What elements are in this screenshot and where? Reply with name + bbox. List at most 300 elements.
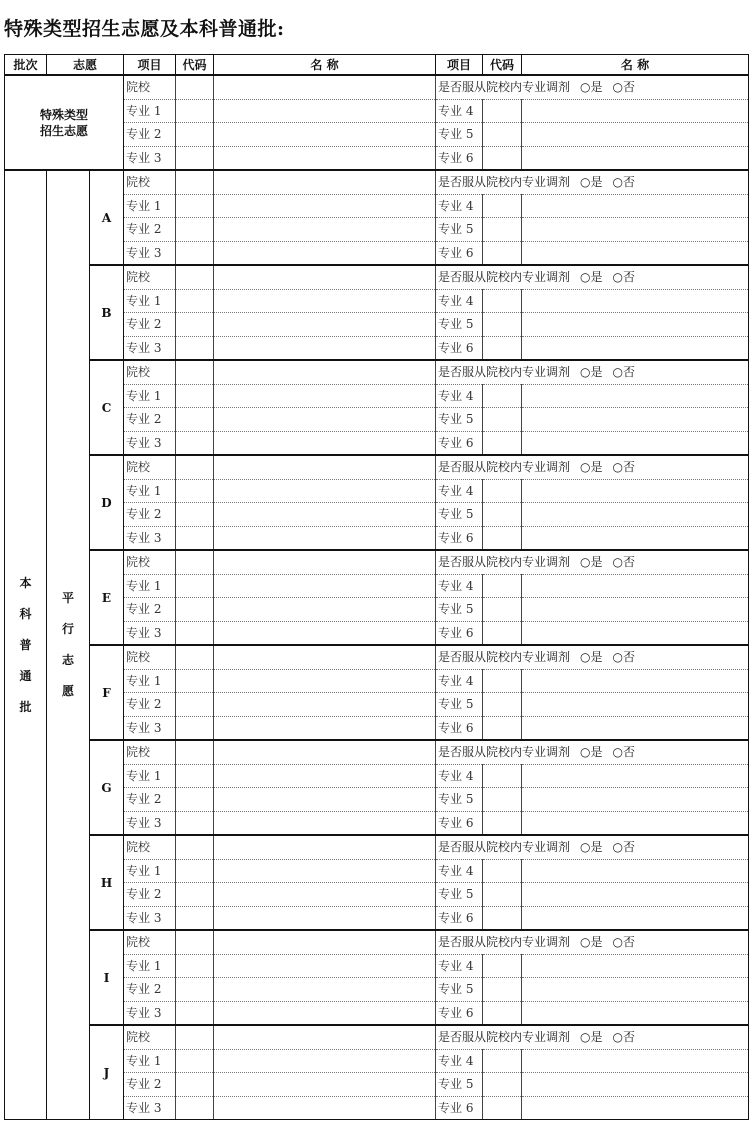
header-code: 代码	[176, 55, 214, 76]
application-form-table	[4, 54, 749, 1120]
major-label: 专业 3	[124, 621, 176, 645]
major-code-cell[interactable]	[483, 526, 522, 550]
major-label: 专业 5	[436, 788, 483, 812]
major-code-cell[interactable]	[483, 408, 522, 432]
major-code-cell[interactable]	[483, 431, 522, 455]
vertical-char: 通	[19, 668, 32, 683]
major-label: 专业 1	[124, 574, 176, 598]
adjust-question: 是否服从院校内专业调剂	[438, 650, 571, 665]
major-code-cell[interactable]	[483, 1073, 522, 1097]
major-label: 专业 5	[436, 123, 483, 147]
major-name-cell[interactable]	[214, 978, 436, 1002]
school-name-cell[interactable]	[214, 835, 436, 859]
major-label: 专业 6	[436, 336, 483, 360]
adjust-option	[436, 930, 749, 954]
major-name-cell[interactable]	[214, 621, 436, 645]
school-label: 院校	[124, 170, 176, 194]
major-code-cell[interactable]	[176, 811, 214, 835]
major-name-cell[interactable]	[522, 146, 749, 170]
major-name-cell[interactable]	[522, 384, 749, 408]
radio-no[interactable]: ○否	[612, 935, 635, 950]
major-code-cell[interactable]	[176, 883, 214, 907]
major-code-cell[interactable]	[176, 978, 214, 1002]
major-name-cell[interactable]	[522, 693, 749, 717]
group-letter: J	[90, 1025, 124, 1120]
major-name-cell[interactable]	[522, 788, 749, 812]
major-name-cell[interactable]	[522, 669, 749, 693]
major-name-cell[interactable]	[522, 954, 749, 978]
vertical-char: 行	[61, 622, 74, 636]
major-label: 专业 2	[124, 788, 176, 812]
major-name-cell[interactable]	[522, 99, 749, 123]
school-code-cell[interactable]	[176, 75, 214, 99]
major-name-cell[interactable]	[214, 194, 436, 218]
major-label: 专业 3	[124, 1001, 176, 1025]
major-code-cell[interactable]	[176, 241, 214, 265]
radio-no[interactable]: ○否	[612, 650, 635, 665]
radio-no[interactable]: ○否	[612, 460, 635, 475]
major-label: 专业 4	[436, 99, 483, 123]
major-code-cell[interactable]	[483, 123, 522, 147]
adjust-option	[436, 740, 749, 764]
major-label: 专业 3	[124, 241, 176, 265]
major-name-cell[interactable]	[522, 764, 749, 788]
radio-no[interactable]: ○否	[612, 840, 635, 855]
major-name-cell[interactable]	[214, 1096, 436, 1120]
major-label: 专业 5	[436, 218, 483, 242]
major-name-cell[interactable]	[522, 218, 749, 242]
school-label: 院校	[124, 930, 176, 954]
major-code-cell[interactable]	[483, 716, 522, 740]
group-school-row	[5, 455, 749, 479]
major-label: 专业 2	[124, 313, 176, 337]
major-name-cell[interactable]	[522, 621, 749, 645]
major-label: 专业 3	[124, 431, 176, 455]
major-label: 专业 4	[436, 764, 483, 788]
vertical-char: 志	[61, 653, 74, 667]
major-name-cell[interactable]	[522, 289, 749, 313]
major-label: 专业 3	[124, 526, 176, 550]
major-label: 专业 1	[124, 479, 176, 503]
school-name-cell[interactable]	[214, 740, 436, 764]
major-code-cell[interactable]	[483, 241, 522, 265]
major-label: 专业 6	[436, 811, 483, 835]
major-name-cell[interactable]	[522, 1001, 749, 1025]
major-name-cell[interactable]	[522, 479, 749, 503]
major-name-cell[interactable]	[214, 669, 436, 693]
major-code-cell[interactable]	[483, 669, 522, 693]
special-label-line-1: 特殊类型	[40, 107, 89, 122]
radio-no[interactable]: ○否	[612, 1030, 635, 1045]
major-label: 专业 6	[436, 526, 483, 550]
major-code-cell[interactable]	[176, 716, 214, 740]
header-batch: 批次	[5, 55, 47, 76]
major-code-cell[interactable]	[483, 336, 522, 360]
major-code-cell[interactable]	[176, 859, 214, 883]
school-name-cell[interactable]	[214, 360, 436, 384]
major-label: 专业 2	[124, 693, 176, 717]
radio-no[interactable]: ○否	[612, 80, 635, 95]
major-code-cell[interactable]	[483, 194, 522, 218]
major-code-cell[interactable]	[176, 621, 214, 645]
school-code-cell[interactable]	[176, 265, 214, 289]
major-code-cell[interactable]	[176, 503, 214, 527]
major-label: 专业 6	[436, 1001, 483, 1025]
major-name-cell[interactable]	[214, 384, 436, 408]
school-name-cell[interactable]	[214, 550, 436, 574]
major-code-cell[interactable]	[483, 954, 522, 978]
major-label: 专业 5	[436, 883, 483, 907]
major-name-cell[interactable]	[214, 906, 436, 930]
major-code-cell[interactable]	[483, 598, 522, 622]
school-label: 院校	[124, 360, 176, 384]
major-name-cell[interactable]	[214, 883, 436, 907]
group-letter: H	[90, 835, 124, 930]
major-label: 专业 4	[436, 669, 483, 693]
group-letter: D	[90, 455, 124, 550]
radio-no[interactable]: ○否	[612, 175, 635, 190]
school-name-cell[interactable]	[214, 170, 436, 194]
adjust-question: 是否服从院校内专业调剂	[438, 460, 571, 475]
major-label: 专业 1	[124, 384, 176, 408]
adjust-question: 是否服从院校内专业调剂	[438, 935, 571, 950]
major-code-cell[interactable]	[176, 574, 214, 598]
major-name-cell[interactable]	[214, 1073, 436, 1097]
header-item: 项目	[124, 55, 176, 76]
group-school-row	[5, 835, 749, 859]
major-code-cell[interactable]	[483, 1001, 522, 1025]
major-label: 专业 1	[124, 99, 176, 123]
major-code-cell[interactable]	[483, 788, 522, 812]
major-name-cell[interactable]	[522, 811, 749, 835]
major-code-cell[interactable]	[176, 431, 214, 455]
group-letter: I	[90, 930, 124, 1025]
group-school-row	[5, 360, 749, 384]
major-name-cell[interactable]	[214, 598, 436, 622]
major-name-cell[interactable]	[522, 313, 749, 337]
adjust-option	[436, 455, 749, 479]
major-name-cell[interactable]	[214, 716, 436, 740]
school-code-cell[interactable]	[176, 740, 214, 764]
group-school-row	[5, 930, 749, 954]
adjust-option	[436, 1025, 749, 1049]
school-label: 院校	[124, 1025, 176, 1049]
radio-yes[interactable]: ○是	[580, 555, 603, 570]
major-name-cell[interactable]	[214, 1001, 436, 1025]
major-label: 专业 6	[436, 1096, 483, 1120]
major-label: 专业 1	[124, 954, 176, 978]
header-name-2: 名 称	[522, 55, 749, 76]
major-name-cell[interactable]	[214, 336, 436, 360]
major-label: 专业 1	[124, 1049, 176, 1073]
school-name-cell[interactable]	[214, 930, 436, 954]
major-name-cell[interactable]	[522, 574, 749, 598]
radio-yes[interactable]: ○是	[580, 175, 603, 190]
major-label: 专业 2	[124, 598, 176, 622]
major-name-cell[interactable]	[522, 978, 749, 1002]
major-name-cell[interactable]	[214, 574, 436, 598]
major-label: 专业 5	[436, 408, 483, 432]
major-label: 专业 2	[124, 1073, 176, 1097]
major-name-cell[interactable]	[522, 408, 749, 432]
vertical-char: 批	[19, 699, 32, 714]
major-code-cell[interactable]	[176, 313, 214, 337]
school-label: 院校	[124, 835, 176, 859]
major-name-cell[interactable]	[522, 194, 749, 218]
major-label: 专业 4	[436, 479, 483, 503]
school-code-cell[interactable]	[176, 645, 214, 669]
adjust-option	[436, 360, 749, 384]
major-label: 专业 3	[124, 336, 176, 360]
radio-yes[interactable]: ○是	[580, 365, 603, 380]
major-code-cell[interactable]	[483, 811, 522, 835]
major-code-cell[interactable]	[176, 1073, 214, 1097]
major-code-cell[interactable]	[176, 336, 214, 360]
school-code-cell[interactable]	[176, 360, 214, 384]
major-name-cell[interactable]	[214, 313, 436, 337]
special-section-label	[5, 75, 124, 170]
header-item-2: 项目	[436, 55, 483, 76]
major-label: 专业 2	[124, 218, 176, 242]
header-name: 名 称	[214, 55, 436, 76]
major-name-cell[interactable]	[214, 693, 436, 717]
major-label: 专业 4	[436, 859, 483, 883]
major-code-cell[interactable]	[483, 574, 522, 598]
vertical-char: 愿	[61, 684, 74, 698]
major-name-cell[interactable]	[214, 811, 436, 835]
school-code-cell[interactable]	[176, 170, 214, 194]
major-code-cell[interactable]	[483, 764, 522, 788]
major-label: 专业 2	[124, 408, 176, 432]
major-name-cell[interactable]	[522, 431, 749, 455]
major-code-cell[interactable]	[176, 1001, 214, 1025]
major-code-cell[interactable]	[483, 503, 522, 527]
vertical-char: 普	[19, 637, 32, 652]
radio-yes[interactable]: ○是	[580, 745, 603, 760]
major-name-cell[interactable]	[214, 526, 436, 550]
header-row	[5, 55, 749, 76]
major-code-cell[interactable]	[176, 669, 214, 693]
major-name-cell[interactable]	[214, 503, 436, 527]
special-school-row	[5, 75, 749, 99]
form-body	[5, 75, 749, 1120]
major-label: 专业 6	[436, 906, 483, 930]
radio-yes[interactable]: ○是	[580, 270, 603, 285]
major-code-cell[interactable]	[483, 289, 522, 313]
major-label: 专业 2	[124, 503, 176, 527]
major-label: 专业 4	[436, 289, 483, 313]
major-code-cell[interactable]	[483, 146, 522, 170]
major-label: 专业 6	[436, 431, 483, 455]
school-name-cell[interactable]	[214, 1025, 436, 1049]
school-code-cell[interactable]	[176, 550, 214, 574]
major-label: 专业 1	[124, 289, 176, 313]
major-label: 专业 4	[436, 1049, 483, 1073]
major-label: 专业 2	[124, 123, 176, 147]
major-label: 专业 3	[124, 811, 176, 835]
major-code-cell[interactable]	[176, 479, 214, 503]
radio-yes[interactable]: ○是	[580, 1030, 603, 1045]
adjust-option	[436, 835, 749, 859]
major-name-cell[interactable]	[214, 859, 436, 883]
school-code-cell[interactable]	[176, 1025, 214, 1049]
vertical-char: 科	[19, 606, 32, 621]
page-title: 特殊类型招生志愿及本科普通批:	[4, 18, 285, 40]
major-name-cell[interactable]	[522, 1073, 749, 1097]
major-label: 专业 3	[124, 716, 176, 740]
major-name-cell[interactable]	[214, 289, 436, 313]
group-letter: A	[90, 170, 124, 265]
major-name-cell[interactable]	[522, 598, 749, 622]
radio-no[interactable]: ○否	[612, 745, 635, 760]
adjust-question: 是否服从院校内专业调剂	[438, 270, 571, 285]
special-label-line-2: 招生志愿	[40, 123, 89, 138]
major-code-cell[interactable]	[483, 693, 522, 717]
group-letter: B	[90, 265, 124, 360]
group-letter: E	[90, 550, 124, 645]
major-name-cell[interactable]	[214, 218, 436, 242]
major-name-cell[interactable]	[522, 883, 749, 907]
major-code-cell[interactable]	[176, 289, 214, 313]
major-name-cell[interactable]	[522, 336, 749, 360]
group-school-row	[5, 1025, 749, 1049]
major-name-cell[interactable]	[214, 241, 436, 265]
major-label: 专业 1	[124, 669, 176, 693]
major-name-cell[interactable]	[522, 859, 749, 883]
major-label: 专业 5	[436, 1073, 483, 1097]
school-name-cell[interactable]	[214, 645, 436, 669]
major-label: 专业 3	[124, 146, 176, 170]
school-name-cell[interactable]	[214, 75, 436, 99]
school-label: 院校	[124, 265, 176, 289]
major-code-cell[interactable]	[483, 1096, 522, 1120]
major-code-cell[interactable]	[176, 123, 214, 147]
radio-yes[interactable]: ○是	[580, 460, 603, 475]
major-name-cell[interactable]	[214, 408, 436, 432]
major-code-cell[interactable]	[483, 1049, 522, 1073]
major-label: 专业 4	[436, 384, 483, 408]
major-code-cell[interactable]	[176, 146, 214, 170]
major-label: 专业 2	[124, 978, 176, 1002]
major-name-cell[interactable]	[522, 906, 749, 930]
major-label: 专业 5	[436, 978, 483, 1002]
school-label: 院校	[124, 550, 176, 574]
major-code-cell[interactable]	[176, 384, 214, 408]
adjust-question: 是否服从院校内专业调剂	[438, 80, 571, 95]
major-code-cell[interactable]	[483, 621, 522, 645]
group-school-row	[5, 170, 749, 194]
school-name-cell[interactable]	[214, 455, 436, 479]
radio-yes[interactable]: ○是	[580, 650, 603, 665]
major-code-cell[interactable]	[176, 788, 214, 812]
vertical-char: 本	[19, 575, 32, 590]
major-code-cell[interactable]	[176, 693, 214, 717]
adjust-question: 是否服从院校内专业调剂	[438, 555, 571, 570]
major-name-cell[interactable]	[522, 123, 749, 147]
major-code-cell[interactable]	[176, 218, 214, 242]
major-code-cell[interactable]	[483, 978, 522, 1002]
major-name-cell[interactable]	[214, 954, 436, 978]
major-name-cell[interactable]	[214, 788, 436, 812]
major-label: 专业 1	[124, 859, 176, 883]
major-code-cell[interactable]	[176, 906, 214, 930]
radio-yes[interactable]: ○是	[580, 80, 603, 95]
major-name-cell[interactable]	[522, 1049, 749, 1073]
parallel-wish-label	[47, 170, 90, 1120]
major-label: 专业 6	[436, 621, 483, 645]
major-name-cell[interactable]	[214, 123, 436, 147]
adjust-question: 是否服从院校内专业调剂	[438, 365, 571, 380]
major-name-cell[interactable]	[214, 146, 436, 170]
major-name-cell[interactable]	[214, 99, 436, 123]
group-letter: C	[90, 360, 124, 455]
vertical-char: 平	[61, 591, 74, 605]
major-code-cell[interactable]	[483, 99, 522, 123]
header-wish: 志愿	[47, 55, 124, 76]
major-code-cell[interactable]	[483, 883, 522, 907]
major-label: 专业 2	[124, 883, 176, 907]
major-code-cell[interactable]	[176, 598, 214, 622]
school-code-cell[interactable]	[176, 835, 214, 859]
group-school-row	[5, 645, 749, 669]
major-code-cell[interactable]	[176, 99, 214, 123]
school-label: 院校	[124, 455, 176, 479]
major-label: 专业 4	[436, 194, 483, 218]
major-code-cell[interactable]	[176, 764, 214, 788]
major-label: 专业 1	[124, 764, 176, 788]
major-code-cell[interactable]	[483, 859, 522, 883]
major-code-cell[interactable]	[176, 1049, 214, 1073]
radio-no[interactable]: ○否	[612, 365, 635, 380]
radio-yes[interactable]: ○是	[580, 840, 603, 855]
school-label: 院校	[124, 740, 176, 764]
adjust-question: 是否服从院校内专业调剂	[438, 745, 571, 760]
major-code-cell[interactable]	[483, 906, 522, 930]
adjust-question: 是否服从院校内专业调剂	[438, 1030, 571, 1045]
radio-no[interactable]: ○否	[612, 270, 635, 285]
major-name-cell[interactable]	[214, 479, 436, 503]
major-code-cell[interactable]	[483, 479, 522, 503]
regular-batch-label	[5, 170, 47, 1120]
major-code-cell[interactable]	[176, 526, 214, 550]
major-code-cell[interactable]	[176, 1096, 214, 1120]
group-school-row	[5, 550, 749, 574]
major-name-cell[interactable]	[214, 1049, 436, 1073]
major-name-cell[interactable]	[522, 716, 749, 740]
major-code-cell[interactable]	[483, 384, 522, 408]
major-name-cell[interactable]	[522, 503, 749, 527]
school-name-cell[interactable]	[214, 265, 436, 289]
adjust-question: 是否服从院校内专业调剂	[438, 175, 571, 190]
major-name-cell[interactable]	[214, 431, 436, 455]
school-code-cell[interactable]	[176, 930, 214, 954]
major-name-cell[interactable]	[522, 1096, 749, 1120]
major-code-cell[interactable]	[176, 954, 214, 978]
radio-yes[interactable]: ○是	[580, 935, 603, 950]
major-code-cell[interactable]	[176, 194, 214, 218]
major-name-cell[interactable]	[522, 241, 749, 265]
major-code-cell[interactable]	[483, 313, 522, 337]
major-code-cell[interactable]	[483, 218, 522, 242]
major-label: 专业 6	[436, 716, 483, 740]
school-label: 院校	[124, 75, 176, 99]
major-code-cell[interactable]	[176, 408, 214, 432]
major-name-cell[interactable]	[214, 764, 436, 788]
major-name-cell[interactable]	[522, 526, 749, 550]
radio-no[interactable]: ○否	[612, 555, 635, 570]
school-code-cell[interactable]	[176, 455, 214, 479]
major-label: 专业 6	[436, 146, 483, 170]
